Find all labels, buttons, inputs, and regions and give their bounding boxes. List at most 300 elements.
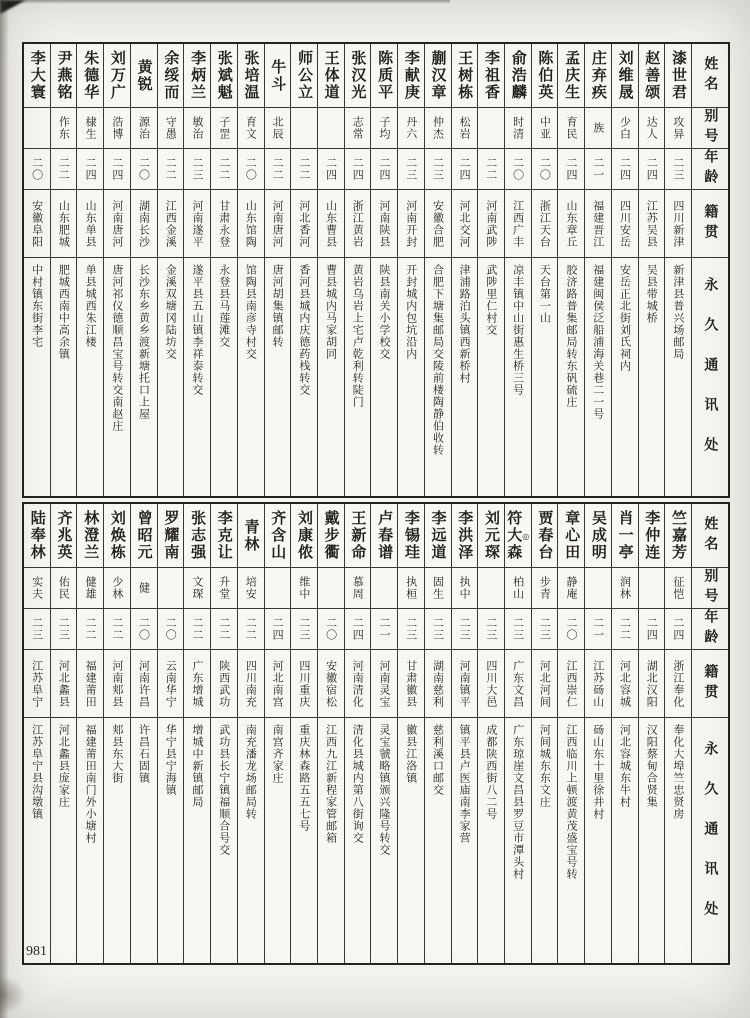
address-cell xyxy=(665,718,691,963)
address-cell xyxy=(184,718,210,963)
alias-cell xyxy=(104,108,130,149)
age-cell xyxy=(131,149,157,190)
name-cell-text: 余绥而 xyxy=(162,50,181,101)
native-place-cell xyxy=(291,190,317,258)
address-cell xyxy=(318,718,344,963)
native-place-cell xyxy=(505,190,531,258)
age-cell xyxy=(345,609,371,650)
native-place-cell-text: 河北南宫 xyxy=(271,659,285,708)
address-cell xyxy=(398,258,424,496)
person-column xyxy=(558,44,585,496)
directory-table-bottom xyxy=(22,502,730,965)
age-cell-text: 二四 xyxy=(645,617,659,641)
age-cell-text: 二三 xyxy=(30,617,44,641)
age-cell-text: 二三 xyxy=(431,157,445,181)
alias-cell-text: 敏治 xyxy=(190,116,204,140)
address-cell xyxy=(452,258,478,496)
age-cell xyxy=(398,149,424,190)
address-cell xyxy=(291,258,317,496)
header-alias-label xyxy=(692,108,728,149)
address-cell xyxy=(158,258,184,496)
age-cell-text: 二〇 xyxy=(511,157,525,181)
age-cell xyxy=(104,609,130,650)
address-cell-text: 砀山东十里徐井村 xyxy=(591,724,605,820)
name-cell xyxy=(211,44,237,108)
name-cell-text: 齐兆英 xyxy=(55,510,74,561)
name-cell xyxy=(238,504,264,568)
name-cell xyxy=(371,504,397,568)
age-cell-text: 二四 xyxy=(351,157,365,181)
age-cell-text: 二四 xyxy=(84,157,98,181)
alias-cell xyxy=(478,108,504,149)
name-cell-text: 陈质平 xyxy=(376,50,395,101)
address-cell-text: 黄岩乌岩上宅卢乾利转陡门 xyxy=(351,264,365,408)
address-cell-text: 江西临川上顿渡黄茂盛宝号转 xyxy=(565,724,579,880)
alias-cell-text: 静庵 xyxy=(565,576,579,600)
age-cell xyxy=(51,149,77,190)
native-place-cell xyxy=(24,190,50,258)
address-cell-text: 许昌石固镇 xyxy=(137,724,151,784)
native-place-cell xyxy=(425,190,451,258)
address-cell xyxy=(532,258,558,496)
person-column xyxy=(345,504,372,963)
age-cell-text: 二四 xyxy=(110,157,124,181)
age-cell xyxy=(291,609,317,650)
native-place-cell xyxy=(345,190,371,258)
person-column xyxy=(398,44,425,496)
address-cell xyxy=(291,718,317,963)
address-cell-text: 开封城内包坑沿内 xyxy=(404,264,418,360)
alias-cell-text: 达人 xyxy=(645,116,659,140)
alias-cell-text: 润林 xyxy=(618,576,632,600)
age-cell xyxy=(478,609,504,650)
address-cell-text: 清化县城内第八街询交 xyxy=(351,724,365,844)
native-place-cell-text: 安徽宿松 xyxy=(324,659,338,708)
age-cell xyxy=(371,609,397,650)
person-column xyxy=(184,504,211,963)
age-cell-text: 二四 xyxy=(618,157,632,181)
alias-cell xyxy=(639,108,665,149)
alias-cell xyxy=(265,568,291,609)
person-column xyxy=(371,504,398,963)
native-place-cell-text: 江西金溪 xyxy=(164,199,178,248)
address-cell-text: 中村镇东街李宅 xyxy=(30,264,44,348)
header-address-label xyxy=(692,718,728,963)
age-cell xyxy=(612,609,638,650)
alias-cell xyxy=(158,108,184,149)
native-place-cell xyxy=(77,190,103,258)
address-cell-text: 江西九江新程家管邮箱 xyxy=(324,724,338,844)
header-alias-label-text: 别号 xyxy=(702,108,719,148)
name-cell xyxy=(104,504,130,568)
native-place-cell xyxy=(158,650,184,718)
age-cell-text: 二二 xyxy=(271,157,285,181)
address-cell-text: 永登县马莲滩交 xyxy=(217,264,231,348)
name-cell-text: 刘维晟 xyxy=(616,50,635,101)
name-cell xyxy=(77,504,103,568)
person-column xyxy=(345,44,372,496)
name-cell xyxy=(291,504,317,568)
name-cell-text: 李仲连 xyxy=(643,510,662,561)
address-cell xyxy=(104,718,130,963)
alias-cell xyxy=(665,568,691,609)
header-column xyxy=(692,504,728,963)
alias-cell xyxy=(184,108,210,149)
name-cell-text: 符大森 xyxy=(505,510,524,561)
alias-cell-text: 健 xyxy=(137,582,151,594)
address-cell-text: 吴县带城桥 xyxy=(645,264,659,324)
person-column xyxy=(211,504,238,963)
name-cell-text: 戴步衢 xyxy=(322,510,341,561)
name-cell xyxy=(665,44,691,108)
address-cell-text: 津浦路泊头镇西新桥村 xyxy=(458,264,472,384)
person-column xyxy=(612,504,639,963)
alias-cell-text: 维中 xyxy=(297,576,311,600)
age-cell-text: 二二 xyxy=(164,157,178,181)
address-cell xyxy=(398,718,424,963)
name-cell xyxy=(665,504,691,568)
native-place-cell-text: 河北交河 xyxy=(458,199,472,248)
age-cell xyxy=(478,149,504,190)
age-cell-text: 二〇 xyxy=(244,157,258,181)
alias-cell-text: 执桓 xyxy=(404,576,418,600)
address-cell xyxy=(452,718,478,963)
age-cell xyxy=(51,609,77,650)
alias-cell-text: 子罡 xyxy=(217,116,231,140)
name-cell-text: 陈伯英 xyxy=(536,50,555,101)
age-cell xyxy=(104,149,130,190)
alias-cell-text: 族 xyxy=(591,122,605,134)
address-cell xyxy=(77,718,103,963)
age-cell xyxy=(238,149,264,190)
name-cell xyxy=(24,504,50,568)
native-place-cell xyxy=(104,190,130,258)
address-cell-text: 福建闽侯泛船浦海关巷二一号 xyxy=(591,264,605,420)
native-place-cell xyxy=(318,190,344,258)
name-cell xyxy=(24,44,50,108)
native-place-cell xyxy=(371,190,397,258)
address-cell xyxy=(318,258,344,496)
address-cell xyxy=(639,718,665,963)
native-place-cell-text: 河南陕县 xyxy=(378,199,391,248)
age-cell-text: 二三 xyxy=(297,617,311,641)
alias-cell-text: 固生 xyxy=(431,576,445,600)
person-column xyxy=(158,504,185,963)
name-cell-text: 漆世君 xyxy=(670,50,689,101)
alias-cell xyxy=(131,108,157,149)
person-column xyxy=(158,44,185,496)
native-place-cell xyxy=(585,650,611,718)
address-cell xyxy=(505,718,531,963)
alias-cell xyxy=(558,108,584,149)
address-cell-text: 奉化大埠竺忠贤房 xyxy=(671,724,685,820)
name-cell-text: 章心田 xyxy=(563,510,582,561)
age-cell-text: 二二 xyxy=(217,157,231,181)
address-cell-text: 广东琼崖文昌县罗豆市潭头村 xyxy=(511,724,525,880)
native-place-cell-text: 山东章丘 xyxy=(565,199,579,248)
person-column xyxy=(291,504,318,963)
person-column xyxy=(452,44,479,496)
age-cell-text: 二三 xyxy=(190,157,204,181)
address-cell-text: 郏县东大街 xyxy=(110,724,124,784)
address-cell xyxy=(24,258,50,496)
name-cell-text: 李献庚 xyxy=(402,50,421,101)
alias-cell xyxy=(558,568,584,609)
age-cell-text: 二三 xyxy=(431,617,445,641)
alias-cell xyxy=(532,108,558,149)
person-column xyxy=(505,504,532,963)
name-cell xyxy=(131,44,157,108)
age-cell xyxy=(558,609,584,650)
native-place-cell-text: 河南镇平 xyxy=(458,659,472,708)
person-column xyxy=(639,504,666,963)
age-cell-text: 二二 xyxy=(217,617,231,641)
alias-cell-text: 文琛 xyxy=(190,576,204,600)
alias-cell xyxy=(318,108,344,149)
name-cell-text: 张斌魁 xyxy=(215,50,234,101)
native-place-cell xyxy=(291,650,317,718)
address-cell-text: 重庆林森路五五七号 xyxy=(297,724,311,832)
age-cell-text: 二四 xyxy=(645,157,659,181)
age-cell xyxy=(425,149,451,190)
native-place-cell-text: 福建莆田 xyxy=(84,659,98,708)
name-cell xyxy=(398,504,424,568)
native-place-cell-text: 河南唐河 xyxy=(110,199,124,248)
address-cell-text: 金溪双塘冈陆坊交 xyxy=(164,264,178,360)
person-column xyxy=(24,504,51,963)
native-place-cell xyxy=(478,190,504,258)
person-column xyxy=(478,44,505,496)
age-cell xyxy=(77,149,103,190)
name-cell-text: 李远道 xyxy=(429,510,448,561)
person-column xyxy=(51,504,78,963)
person-column xyxy=(318,44,345,496)
header-age-label-text: 年龄 xyxy=(702,609,719,649)
native-place-cell-text: 甘肃永登 xyxy=(217,199,231,248)
native-place-cell xyxy=(211,650,237,718)
age-cell-text: 二四 xyxy=(671,617,685,641)
address-cell xyxy=(51,258,77,496)
address-cell-text: 河北蠡县庞家庄 xyxy=(57,724,71,808)
person-column xyxy=(425,504,452,963)
age-cell xyxy=(211,149,237,190)
name-cell xyxy=(558,44,584,108)
native-place-cell xyxy=(639,190,665,258)
address-cell-text: 河北容城东牛村 xyxy=(618,724,632,808)
name-cell-text: 李克让 xyxy=(215,510,234,561)
address-cell xyxy=(51,718,77,963)
name-cell xyxy=(265,504,291,568)
name-annotation-mark: ◎ xyxy=(521,531,531,541)
name-cell-text: 吴成明 xyxy=(589,510,608,561)
address-cell-text: 肥城西南中高余镇 xyxy=(57,264,71,360)
name-cell-text: 师公立 xyxy=(295,50,314,101)
name-cell xyxy=(211,504,237,568)
address-cell-text: 汉阳蔡甸合贤集 xyxy=(645,724,659,808)
name-cell xyxy=(158,44,184,108)
age-cell xyxy=(238,609,264,650)
name-cell xyxy=(505,44,531,108)
header-address-label-text: 永久通讯处 xyxy=(702,740,719,941)
address-cell-text: 河间城东东文庄 xyxy=(538,724,552,808)
name-cell-text: 青林 xyxy=(242,518,261,553)
name-cell-text: 刘万广 xyxy=(108,50,127,101)
name-cell xyxy=(452,504,478,568)
name-cell xyxy=(585,504,611,568)
name-cell-text: 刘元琛 xyxy=(482,510,501,561)
name-cell xyxy=(532,44,558,108)
native-place-cell-text: 河南郏县 xyxy=(110,659,124,708)
address-cell-text: 增城中新镇邮局 xyxy=(190,724,204,808)
name-cell-text: 牛斗 xyxy=(269,58,288,93)
age-cell xyxy=(425,609,451,650)
age-cell xyxy=(265,609,291,650)
address-cell-text: 唐河祁仪德顺昌宝号转交南赵庄 xyxy=(110,264,124,432)
native-place-cell xyxy=(318,650,344,718)
native-place-cell xyxy=(612,190,638,258)
native-place-cell-text: 四川重庆 xyxy=(297,659,311,708)
age-cell xyxy=(585,149,611,190)
age-cell-text: 二〇 xyxy=(565,617,579,641)
age-cell-text: 二三 xyxy=(671,157,685,181)
address-cell xyxy=(585,258,611,496)
native-place-cell-text: 广东增城 xyxy=(190,659,204,708)
native-place-cell-text: 河北香河 xyxy=(297,199,311,248)
name-cell-text: 李大寰 xyxy=(28,50,47,101)
alias-cell xyxy=(104,568,130,609)
address-cell-text: 江苏阜宁县沟墩镇 xyxy=(30,724,44,820)
age-cell-text: 二二 xyxy=(297,157,311,181)
native-place-cell-text: 河北蠡县 xyxy=(57,659,71,708)
name-cell-text: 朱德华 xyxy=(82,50,101,101)
age-cell xyxy=(505,609,531,650)
name-cell-text: 刘焕栋 xyxy=(108,510,127,561)
age-cell-text: 二四 xyxy=(565,157,579,181)
name-cell-text: 齐含山 xyxy=(269,510,288,561)
alias-cell xyxy=(371,108,397,149)
header-native-label xyxy=(692,650,728,718)
native-place-cell-text: 江西崇仁 xyxy=(565,659,579,708)
alias-cell-text: 育文 xyxy=(244,116,258,140)
native-place-cell-text: 河北河间 xyxy=(538,659,552,708)
alias-cell-text: 子均 xyxy=(378,116,391,140)
name-cell xyxy=(425,44,451,108)
address-cell xyxy=(265,718,291,963)
native-place-cell-text: 湖南慈利 xyxy=(431,659,445,708)
name-cell-text: 赵善颂 xyxy=(643,50,662,101)
native-place-cell xyxy=(265,190,291,258)
age-cell-text: 二三 xyxy=(484,617,498,641)
name-cell-text: 贾春台 xyxy=(536,510,555,561)
header-alias-label xyxy=(692,568,728,609)
native-place-cell-text: 浙江天台 xyxy=(538,199,552,248)
alias-cell xyxy=(24,568,50,609)
native-place-cell xyxy=(265,650,291,718)
age-cell xyxy=(532,609,558,650)
native-place-cell-text: 广东文昌 xyxy=(511,659,525,708)
age-cell-text: 二三 xyxy=(458,617,472,641)
address-cell xyxy=(558,718,584,963)
person-column xyxy=(104,44,131,496)
person-column xyxy=(104,504,131,963)
native-place-cell xyxy=(558,190,584,258)
native-place-cell-text: 安徽合肥 xyxy=(431,199,445,248)
alias-cell-text: 征恺 xyxy=(671,576,685,600)
alias-cell xyxy=(425,568,451,609)
native-place-cell xyxy=(211,190,237,258)
address-cell xyxy=(425,258,451,496)
address-cell xyxy=(371,718,397,963)
address-cell-text: 遂平县五山镇李祥泰转交 xyxy=(190,264,204,396)
name-cell xyxy=(425,504,451,568)
age-cell-text: 二四 xyxy=(324,157,338,181)
person-column xyxy=(24,44,51,496)
person-column xyxy=(452,504,479,963)
name-cell-text: 张培温 xyxy=(242,50,261,101)
person-column xyxy=(532,44,559,496)
native-place-cell xyxy=(77,650,103,718)
native-place-cell-text: 河南清化 xyxy=(351,659,365,708)
name-cell-text: 陆奉林 xyxy=(28,510,47,561)
person-column xyxy=(291,44,318,496)
address-cell xyxy=(532,718,558,963)
alias-cell xyxy=(452,108,478,149)
name-cell-text: 罗耀南 xyxy=(162,510,181,561)
age-cell-text: 二二 xyxy=(84,617,98,641)
native-place-cell xyxy=(425,650,451,718)
address-cell-text: 灵宝虢略镇颁兴隆号转交 xyxy=(378,724,391,856)
name-cell-text: 张志强 xyxy=(189,510,208,561)
header-column xyxy=(692,44,728,496)
name-cell xyxy=(104,44,130,108)
native-place-cell xyxy=(158,190,184,258)
age-cell-text: 二四 xyxy=(378,157,391,181)
age-cell xyxy=(612,149,638,190)
alias-cell-text: 源治 xyxy=(137,116,151,140)
header-native-label-text: 籍贯 xyxy=(702,663,719,704)
name-cell-text: 林澄兰 xyxy=(82,510,101,561)
native-place-cell-text: 山东单县 xyxy=(84,199,98,248)
alias-cell xyxy=(291,108,317,149)
name-cell-text: 李炳兰 xyxy=(189,50,208,101)
age-cell-text: 二三 xyxy=(404,617,418,641)
native-place-cell-text: 江苏砀山 xyxy=(591,659,605,708)
address-cell-text: 安岳正北街刘氏祠内 xyxy=(618,264,632,372)
native-place-cell-text: 四川安岳 xyxy=(618,199,632,248)
address-cell xyxy=(425,718,451,963)
alias-cell xyxy=(452,568,478,609)
native-place-cell-text: 河南许昌 xyxy=(137,659,151,708)
native-place-cell xyxy=(665,190,691,258)
age-cell xyxy=(532,149,558,190)
alias-cell-text: 健雄 xyxy=(84,576,98,600)
alias-cell xyxy=(238,568,264,609)
scan-bottom-smudge xyxy=(0,975,26,1015)
address-cell xyxy=(345,258,371,496)
alias-cell xyxy=(371,568,397,609)
address-cell xyxy=(131,258,157,496)
name-cell-text: 曾昭元 xyxy=(135,510,154,561)
name-cell xyxy=(478,504,504,568)
age-cell xyxy=(558,149,584,190)
person-column xyxy=(612,44,639,496)
address-cell xyxy=(558,258,584,496)
name-cell xyxy=(398,44,424,108)
native-place-cell-text: 江西广丰 xyxy=(511,199,525,248)
name-cell-text: 李祖香 xyxy=(482,50,501,101)
name-cell xyxy=(158,504,184,568)
header-age-label xyxy=(692,149,728,190)
